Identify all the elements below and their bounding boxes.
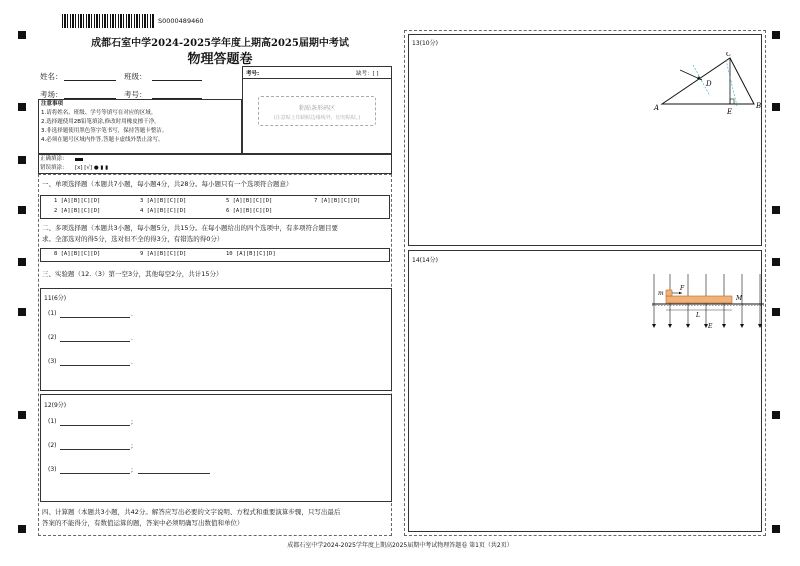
absent-checkbox[interactable]: 缺考：[ ] — [356, 71, 379, 77]
fig13-label-A: A — [654, 104, 660, 112]
q12-box — [40, 394, 392, 502]
blank-suffix: ; — [131, 467, 134, 474]
q13-label: 13(10分) — [412, 40, 438, 47]
answer-blank[interactable] — [138, 473, 210, 474]
note-item: 2.选择题使用2B铅笔填涂,修改时用橡皮擦干净。 — [41, 119, 160, 125]
fig14-label-E: E — [708, 323, 713, 330]
q12-label: 12(9分) — [44, 402, 67, 409]
answer-row[interactable]: 3 [A][B][C][D] — [140, 198, 187, 204]
alignment-mark — [772, 411, 780, 419]
alignment-mark — [18, 31, 26, 39]
answer-row[interactable]: 8 [A][B][C][D] — [54, 251, 101, 257]
wrong-fill-label: 错误填涂： — [40, 165, 68, 171]
alignment-mark — [18, 103, 26, 111]
page-footer: 成都石室中学2024-2025学年度上期高2025届期中考试物理答题卷 第1页（共2页） — [287, 542, 513, 549]
q14-figure — [648, 270, 766, 332]
blank-suffix: . — [131, 311, 133, 318]
answer-row[interactable]: 6 [A][B][C][D] — [226, 208, 273, 214]
class-field[interactable] — [152, 80, 202, 81]
blank-suffix: ; — [131, 443, 134, 450]
alignment-mark — [18, 156, 26, 164]
alignment-mark — [772, 308, 780, 316]
q11-part: (3) — [48, 358, 57, 365]
answer-row[interactable]: 9 [A][B][C][D] — [140, 251, 187, 257]
notes-title: 注意事项 — [41, 101, 64, 107]
answer-blank[interactable] — [60, 341, 130, 342]
answer-blank[interactable] — [60, 473, 130, 474]
answer-row[interactable]: 1 [A][B][C][D] — [54, 198, 101, 204]
answer-blank[interactable] — [60, 449, 130, 450]
q12-part: (3) — [48, 466, 57, 473]
alignment-mark — [18, 258, 26, 266]
alignment-mark — [772, 525, 780, 533]
alignment-mark — [18, 411, 26, 419]
section2-title: 二、多项选择题（本题共3小题，每小题5分，共15分。在每小题给出的四个选项中，有多项符合题目要 — [42, 224, 339, 232]
answer-row[interactable]: 4 [A][B][C][D] — [140, 208, 187, 214]
alignment-mark — [18, 206, 26, 214]
answer-blank[interactable] — [60, 317, 130, 318]
fig14-label-M: M — [736, 295, 743, 302]
sticker-note: (注意贴上印刷贴边缘线外，切勿粘贴。) — [273, 115, 361, 121]
name-field[interactable] — [64, 80, 116, 81]
q13-figure — [650, 52, 770, 118]
wrong-fill-marks: [x] [√] ● ▮ ▮ — [75, 165, 109, 171]
answer-row[interactable]: 10 [A][B][C][D] — [226, 251, 276, 257]
exam-number-label: 考号: — [246, 71, 260, 77]
seat-label: 考号： — [124, 90, 147, 99]
blank-suffix: . — [131, 359, 133, 366]
section4-title: 答案的不能得分，有数值运算的题，答案中必须明确写出数值和单位） — [42, 519, 244, 527]
note-item: 3.非选择题使用黑色签字笔书写，保持答题卡整洁。 — [41, 128, 168, 134]
fig13-label-B: B — [756, 102, 762, 110]
q14-label: 14(14分) — [412, 257, 438, 264]
barcode — [62, 14, 154, 28]
answer-blank[interactable] — [60, 425, 130, 426]
room-label: 考场： — [40, 90, 63, 99]
exam-title: 成都石室中学2024-2025学年度上期高2025届期中考试 — [91, 38, 349, 49]
q11-part: (2) — [48, 334, 57, 341]
blank-suffix: ; — [131, 419, 134, 426]
answer-row[interactable]: 2 [A][B][C][D] — [54, 208, 101, 214]
answer-blank[interactable] — [60, 365, 130, 366]
note-item: 4.必须在题号区域内作答,答题卡虚线外禁止涂写。 — [41, 137, 164, 143]
alignment-mark — [18, 308, 26, 316]
fig14-label-m: m — [658, 290, 664, 297]
note-item: 1.请将姓名、班级、学号等填写在对应的区域。 — [41, 110, 157, 116]
q11-label: 11(6分) — [44, 295, 67, 302]
fig13-label-E: E — [727, 108, 733, 116]
fig14-label-L: L — [696, 312, 700, 319]
alignment-mark — [18, 525, 26, 533]
fig14-label-F: F — [680, 285, 685, 292]
correct-fill-label: 正确填涂： — [40, 156, 68, 162]
q11-part: (1) — [48, 310, 57, 317]
blank-suffix: . — [131, 335, 133, 342]
section1-title: 一、单项选择题（本题共7小题，每小题4分，共28分。每小题只有一个选项符合题意） — [42, 180, 293, 188]
class-label: 班级： — [124, 72, 147, 81]
sticker-title: 粘贴条形码区 — [298, 105, 335, 112]
section2-title: 求。全部选对的得5分，选对但不全的得3分，有错选的得0分） — [42, 235, 224, 243]
answer-row[interactable]: 5 [A][B][C][D] — [226, 198, 273, 204]
barcode-number: S0000489460 — [158, 17, 204, 25]
fig13-label-C: C — [726, 52, 732, 58]
q12-part: (2) — [48, 442, 57, 449]
alignment-mark — [772, 258, 780, 266]
fig13-label-D: D — [706, 80, 712, 88]
answer-row[interactable]: 7 [A][B][C][D] — [314, 198, 361, 204]
name-label: 姓名： — [40, 72, 63, 81]
q11-box — [40, 288, 392, 391]
sheet-title: 物理答题卷 — [187, 52, 253, 67]
alignment-mark — [772, 206, 780, 214]
exam-number-divider — [242, 78, 392, 79]
section4-title: 四、计算题（本题共3小题，共42分。解答应写出必要的文字说明、方程式和重要演算步骤，只写出最后 — [42, 508, 341, 516]
section3-title: 三、实验题（12.（3）第一空3分，其他每空2分，共计15分） — [42, 270, 223, 278]
q12-part: (1) — [48, 418, 57, 425]
alignment-mark — [772, 103, 780, 111]
correct-fill-mark — [75, 158, 83, 161]
alignment-mark — [772, 31, 780, 39]
